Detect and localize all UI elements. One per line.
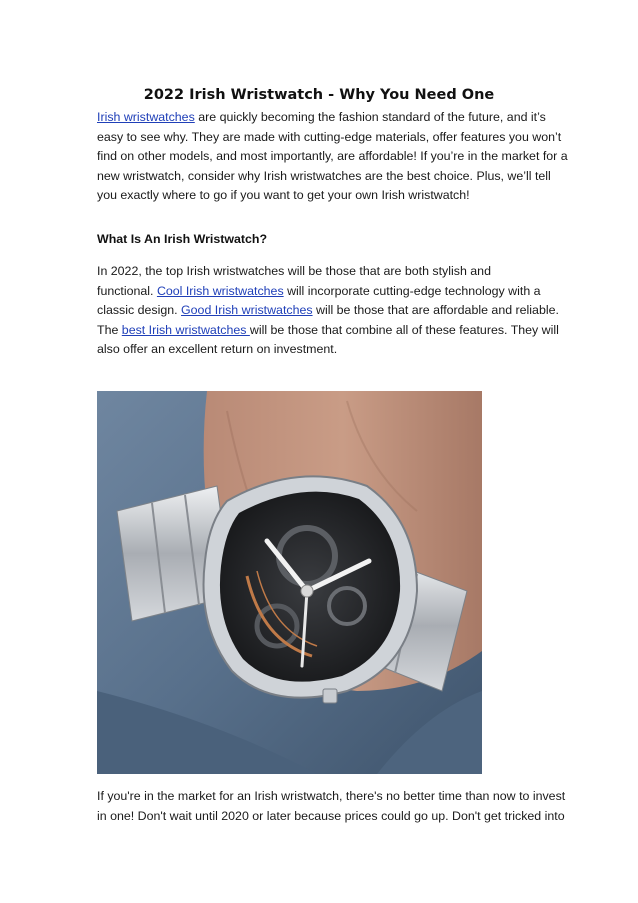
- good-irish-wristwatches-link[interactable]: Good Irish wristwatches: [181, 303, 313, 318]
- section-line-4-pre: The: [97, 322, 122, 337]
- intro-line-5: you exactly where to go if you want to get your own Irish wristwatch!: [97, 188, 470, 203]
- closing-line-2: in one! Don't wait until 2020 or later because prices could go up. Don't get tricked into: [97, 808, 565, 823]
- intro-line-1-text: are quickly becoming the fashion standard of the future, and it’s: [194, 110, 546, 124]
- section-line-1: In 2022, the top Irish wristwatches will be those that are both stylish and: [97, 264, 491, 278]
- cool-irish-wristwatches-link[interactable]: Cool Irish wristwatches: [156, 283, 284, 298]
- closing-paragraph: [97, 787, 566, 826]
- section-line-3: [97, 301, 557, 321]
- intro-line-2: easy to see why. They are made with cutting-edge materials, offer features you won’t: [97, 129, 562, 144]
- intro-line-1: [97, 108, 557, 128]
- section-line-2: [97, 282, 557, 302]
- section-line-3-pre: classic design.: [97, 303, 182, 318]
- section-line-2-post: will incorporate cutting-edge technology with a: [283, 283, 541, 298]
- section-heading: What Is An Irish Wristwatch?: [97, 232, 268, 246]
- page-title: 2022 Irish Wristwatch - Why You Need One: [143, 87, 495, 103]
- closing-line-1: If you're in the market for an Irish wristwatch, there's no better time than now to invest: [97, 789, 566, 803]
- section-line-5: also offer an excellent return on investment.: [97, 342, 338, 357]
- section-line-2-pre: functional.: [97, 283, 157, 298]
- wristwatch-photo: [97, 391, 482, 774]
- section-line-4: [97, 321, 557, 341]
- section-paragraph: [97, 262, 557, 360]
- intro-line-3: find on other models, and most importantly, are affordable! If you’re in the market for a: [97, 149, 568, 164]
- intro-line-4: new wristwatch, consider why Irish wristwatches are the best choice. Plus, we’ll tell: [97, 168, 551, 183]
- irish-wristwatches-link[interactable]: Irish wristwatches: [97, 110, 195, 124]
- best-irish-wristwatches-link[interactable]: best Irish wristwatches: [121, 322, 250, 337]
- section-line-3-post: will be those that are affordable and reliable.: [312, 303, 559, 318]
- section-line-4-post: will be those that combine all of these features. They will: [249, 322, 559, 337]
- intro-paragraph: [97, 108, 568, 206]
